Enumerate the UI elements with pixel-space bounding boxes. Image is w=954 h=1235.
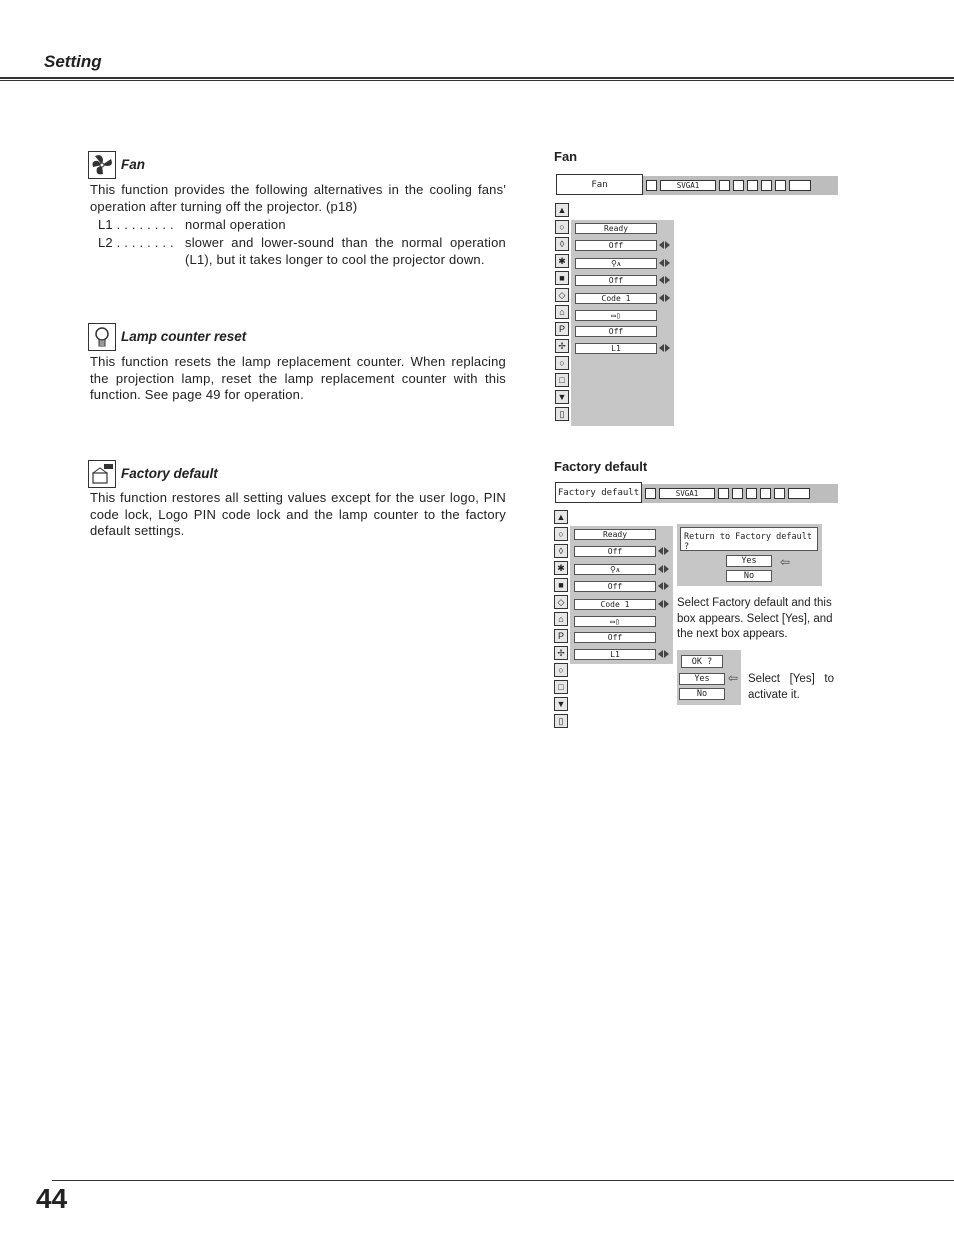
dialog-yes-button[interactable]: Yes — [679, 673, 725, 685]
footer-rule — [52, 1180, 954, 1181]
page-header-title: Setting — [44, 52, 102, 71]
image-adjust-icon[interactable] — [746, 488, 757, 499]
scroll-down-icon[interactable]: ▼ — [554, 697, 568, 711]
fan-figure-caption: Fan — [554, 149, 578, 164]
blue-back-value[interactable]: Off — [575, 275, 657, 286]
resolution-readout: SVGA1 — [660, 180, 716, 191]
blue-back-icon[interactable]: ■ — [555, 271, 569, 285]
adjust-arrows-icon[interactable] — [658, 546, 670, 557]
menu-title-box: Fan — [556, 174, 643, 195]
header-rule-thin — [0, 80, 954, 81]
scroll-up-icon[interactable]: ▲ — [555, 203, 569, 217]
lamp-reset-icon[interactable]: ○ — [554, 663, 568, 677]
pin-lock-icon[interactable]: P — [555, 322, 569, 336]
sound-icon[interactable] — [774, 488, 785, 499]
pin-lock-icon[interactable]: P — [554, 629, 568, 643]
blue-back-value[interactable]: Off — [574, 581, 656, 592]
auto-setup-icon[interactable]: ✱ — [555, 254, 569, 268]
pc-adjust-icon[interactable] — [719, 180, 730, 191]
fan-option-l1-desc: normal operation — [185, 217, 286, 232]
lamp-value[interactable]: Ready — [574, 529, 656, 540]
setting-icon[interactable] — [788, 488, 810, 499]
adjust-arrows-icon[interactable] — [659, 293, 671, 304]
remote-code-value[interactable]: Code 1 — [575, 293, 657, 304]
lamp-reset-icon[interactable]: ○ — [555, 356, 569, 370]
factory-icon[interactable]: □ — [554, 680, 568, 694]
dialog-question: OK ? — [681, 655, 723, 668]
image-adjust-icon[interactable] — [747, 180, 758, 191]
lamp-mode-icon[interactable]: ○ — [554, 527, 568, 541]
setting-icon[interactable] — [789, 180, 811, 191]
fan-section-body: This function provides the following alternatives in the cooling fans' operation after turning off the projector. (p18) — [90, 182, 506, 214]
factory-confirm-dialog — [677, 524, 822, 586]
screen-icon[interactable] — [761, 180, 772, 191]
resolution-readout: SVGA1 — [659, 488, 715, 499]
power-mgmt-icon[interactable]: ◊ — [554, 544, 568, 558]
adjust-arrows-icon[interactable] — [659, 240, 671, 251]
fan-value[interactable]: L1 — [574, 649, 656, 660]
blue-back-icon[interactable]: ■ — [554, 578, 568, 592]
auto-setup-value[interactable]: ⚲ᴀ — [574, 564, 656, 575]
factory-icon[interactable]: □ — [555, 373, 569, 387]
ok-confirm-dialog — [677, 650, 741, 705]
fan-menu-icon[interactable]: ✢ — [554, 646, 568, 660]
sound-icon[interactable] — [775, 180, 786, 191]
header-rule — [0, 77, 954, 79]
lamp-section-body: This function resets the lamp replacement counter. When replacing the projection lamp, reset the lamp replacement counter with this function. See page 49 for operation. — [90, 354, 506, 402]
key-lock-value[interactable]: ▭▯ — [575, 310, 657, 321]
pointer-arrow-icon: ⇦ — [728, 671, 739, 685]
pointer-arrow-icon: ⇦ — [780, 555, 791, 569]
factory-default-icon — [88, 460, 116, 488]
lamp-mode-icon[interactable]: ○ — [555, 220, 569, 234]
factory-section-title: Factory default — [121, 466, 218, 481]
fan-option-l2-key: L2 . . . . . . . . — [98, 235, 174, 250]
adjust-arrows-icon[interactable] — [659, 343, 671, 354]
adjust-arrows-icon[interactable] — [658, 581, 670, 592]
key-lock-value[interactable]: ▭▯ — [574, 616, 656, 627]
key-lock-icon[interactable]: ⌂ — [555, 305, 569, 319]
power-mgmt-icon[interactable]: ◊ — [555, 237, 569, 251]
factory-settings-panel — [570, 526, 673, 664]
lamp-icon — [88, 323, 116, 351]
remote-code-value[interactable]: Code 1 — [574, 599, 656, 610]
adjust-arrows-icon[interactable] — [659, 258, 671, 269]
menu-title-box: Factory default — [555, 482, 642, 503]
dialog-yes-button[interactable]: Yes — [726, 555, 772, 567]
fan-settings-panel — [571, 220, 674, 426]
adjust-arrows-icon[interactable] — [658, 649, 670, 660]
input-icon[interactable] — [645, 488, 656, 499]
pin-lock-value[interactable]: Off — [574, 632, 656, 643]
image-select-icon[interactable] — [733, 180, 744, 191]
remote-code-icon[interactable]: ◇ — [554, 595, 568, 609]
auto-setup-value[interactable]: ⚲ᴀ — [575, 258, 657, 269]
remote-code-icon[interactable]: ◇ — [555, 288, 569, 302]
fan-value[interactable]: L1 — [575, 343, 657, 354]
dialog-no-button[interactable]: No — [679, 688, 725, 700]
adjust-arrows-icon[interactable] — [658, 564, 670, 575]
lamp-value[interactable]: Ready — [575, 223, 657, 234]
fan-option-l1-key: L1 . . . . . . . . — [98, 217, 174, 232]
pc-adjust-icon[interactable] — [718, 488, 729, 499]
exit-icon[interactable]: ▯ — [554, 714, 568, 728]
fan-icon — [88, 151, 116, 179]
dialog-question: Return to Factory default ? — [680, 527, 818, 551]
factory-note-2: Select [Yes] to activate it. — [748, 673, 834, 701]
power-mgmt-value[interactable]: Off — [574, 546, 656, 557]
dialog-no-button[interactable]: No — [726, 570, 772, 582]
lamp-section-title: Lamp counter reset — [121, 329, 247, 344]
factory-note-1: Select Factory default and this box appears. Select [Yes], and the next box appears. — [677, 597, 833, 640]
fan-menu-icon[interactable]: ✢ — [555, 339, 569, 353]
scroll-up-icon[interactable]: ▲ — [554, 510, 568, 524]
scroll-down-icon[interactable]: ▼ — [555, 390, 569, 404]
adjust-arrows-icon[interactable] — [658, 599, 670, 610]
menu-toolbar — [642, 484, 838, 503]
key-lock-icon[interactable]: ⌂ — [554, 612, 568, 626]
power-mgmt-value[interactable]: Off — [575, 240, 657, 251]
page-number: 44 — [36, 1183, 68, 1214]
factory-figure-caption: Factory default — [554, 459, 648, 474]
fan-option-l2-desc: slower and lower-sound than the normal operation (L1), but it takes longer to cool the projector down. — [185, 235, 506, 267]
exit-icon[interactable]: ▯ — [555, 407, 569, 421]
fan-section-title: Fan — [121, 157, 146, 172]
factory-section-body: This function restores all setting values except for the user logo, PIN code lock, Logo PIN code lock and the lamp counter to the factory default settings. — [90, 490, 506, 538]
screen-icon[interactable] — [760, 488, 771, 499]
image-select-icon[interactable] — [732, 488, 743, 499]
pin-lock-value[interactable]: Off — [575, 326, 657, 337]
input-icon[interactable] — [646, 180, 657, 191]
menu-toolbar — [643, 176, 838, 195]
auto-setup-icon[interactable]: ✱ — [554, 561, 568, 575]
adjust-arrows-icon[interactable] — [659, 275, 671, 286]
